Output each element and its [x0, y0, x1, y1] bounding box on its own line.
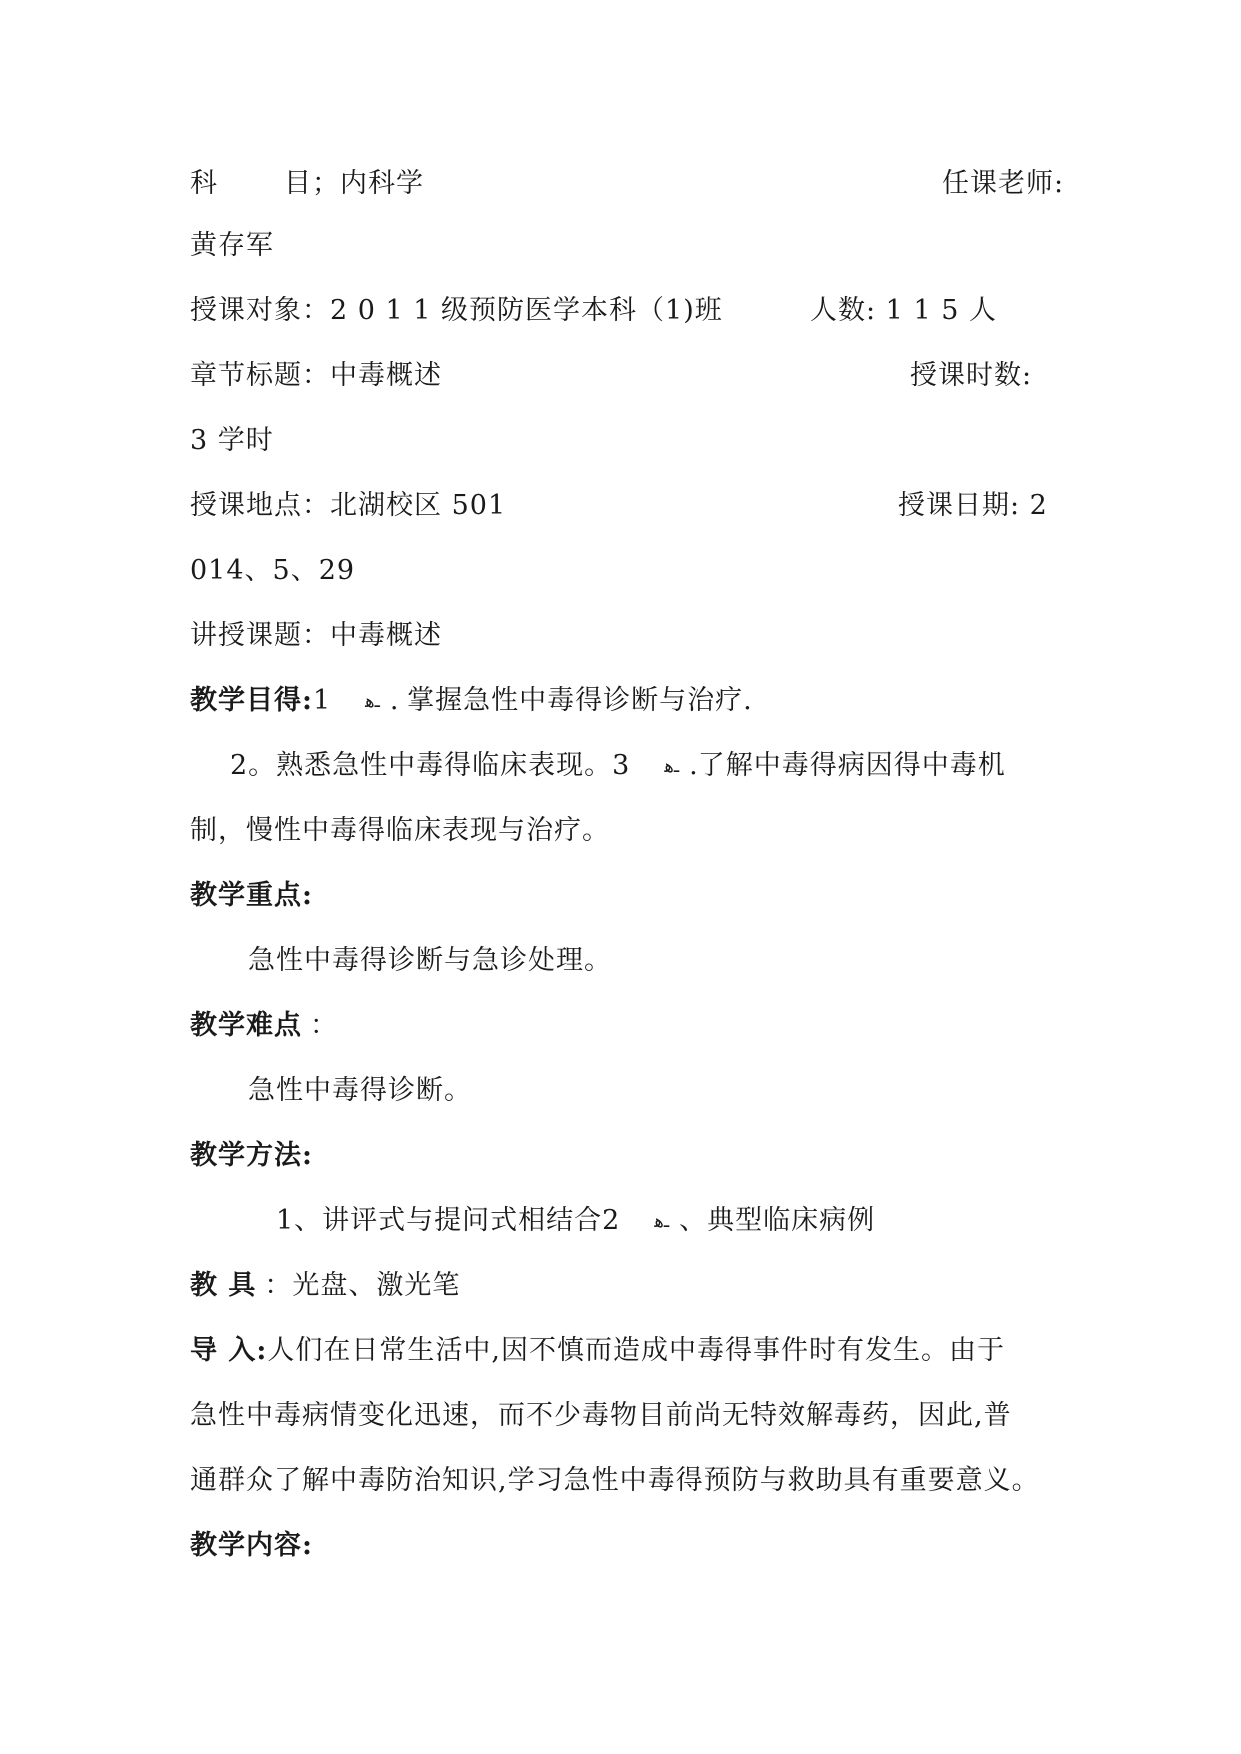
topic: 讲授课题：中毒概述 [190, 620, 442, 651]
hours-label: 授课时数: [910, 360, 1033, 391]
intro-line-3: 通群众了解中毒防治知识,学习急性中毒得预防与救助具有重要意义。 [190, 1465, 1040, 1496]
objectives-row-2 [190, 746, 1110, 786]
teacher-name: 黄存军 [190, 230, 274, 261]
chapter-title: 章节标题：中毒概述 [190, 360, 442, 391]
methods-text-a: 1、讲评式与提问式相结合2 [276, 1205, 621, 1236]
methods-row [190, 1201, 1156, 1241]
objective-3-continuation: 制，慢性中毒得临床表现与治疗。 [190, 815, 610, 846]
intro-row-1 [190, 1331, 1070, 1371]
intro-line-1: 人们在日常生活中,因不慎而造成中毒得事件时有发生。由于 [267, 1335, 1005, 1366]
objective-3-text: .了解中毒得病因得中毒机 [689, 750, 1006, 781]
location-row [190, 486, 1070, 526]
methods-text-b: 、典型临床病例 [679, 1205, 876, 1236]
objective-2-text: 2。熟悉急性中毒得临床表现。3 [230, 750, 631, 781]
content-label: 教学内容: [190, 1530, 313, 1561]
chapter-row [190, 356, 1070, 396]
subject-label: 科 [190, 168, 218, 199]
date-value: 014、5、29 [190, 555, 356, 586]
subject-row [190, 164, 1070, 204]
difficulties-text: 急性中毒得诊断。 [248, 1075, 472, 1106]
objectives-row [190, 681, 1070, 721]
objective-1-text: . 掌握急性中毒得诊断与治疗. [389, 685, 753, 716]
audience: 授课对象：2 0 1 1 级预防医学本科（1)班 [190, 295, 723, 326]
difficulties-label: 教学难点 [190, 1010, 302, 1041]
hours-value: 3 学时 [190, 425, 274, 456]
teacher-label: 任课老师: [942, 168, 1065, 199]
difficulties-colon: ： [310, 1010, 338, 1041]
tools-row [190, 1266, 1070, 1306]
audience-row [190, 291, 1070, 331]
date-label: 授课日期: 2 [898, 490, 1048, 521]
objectives-label: 教学目得: [190, 685, 313, 716]
intro-label: 导 入: [190, 1335, 268, 1366]
bullet-symbol: ـﻫ [664, 756, 680, 777]
tools-text: ：光盘、激光笔 [264, 1270, 461, 1301]
methods-label: 教学方法: [190, 1140, 313, 1171]
tools-label: 教 具 [190, 1270, 257, 1301]
location: 授课地点：北湖校区 501 [190, 490, 507, 521]
subject-value: 目；内科学 [284, 168, 424, 199]
difficulties-row [190, 1006, 1070, 1046]
bullet-symbol: ـﻫ [365, 691, 380, 712]
intro-line-2: 急性中毒病情变化迅速，而不少毒物目前尚无特效解毒药，因此,普 [190, 1400, 1012, 1431]
objective-1-number: 1 [312, 685, 332, 716]
key-points-label: 教学重点: [190, 880, 313, 911]
headcount: 人数: 1 1 5 人 [810, 295, 997, 326]
bullet-symbol: ـﻫ [654, 1211, 670, 1232]
key-points-text: 急性中毒得诊断与急诊处理。 [248, 945, 612, 976]
